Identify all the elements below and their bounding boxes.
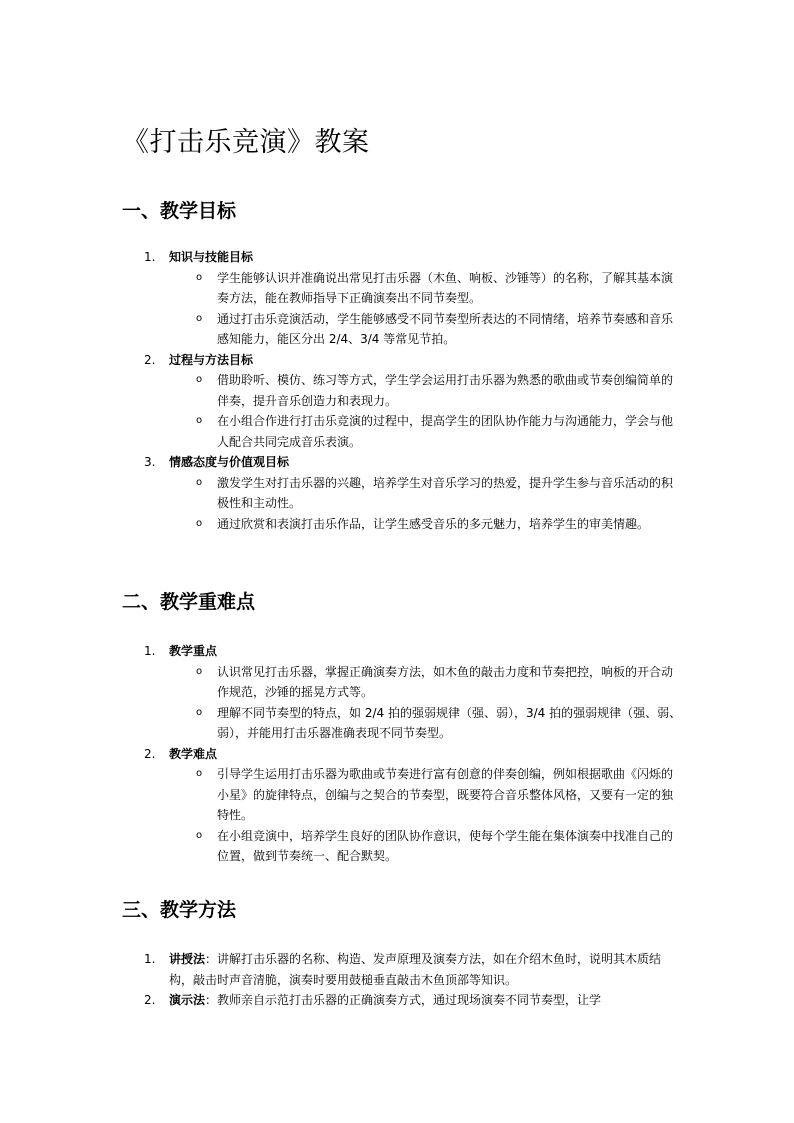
item-text: ：教师亲自示范打击乐器的正确演奏方式，通过现场演奏不同节奏型，让学 [205,993,602,1007]
list-item [122,350,682,453]
circle-bullet-icon: o [196,768,203,779]
item-label: 过程与方法目标 [169,352,254,367]
bullet-list [169,370,682,452]
circle-bullet-icon: o [196,312,203,324]
bullet-item [169,411,682,452]
item-label: 教学重点 [169,644,218,658]
bullet-list [169,268,682,350]
bullet-item [169,662,682,703]
item-text: ：讲解打击乐器的名称、构造、发声原理及演奏方法，如在介绍木鱼时，说明其木质结构，敲击时声音清脆，演奏时要用鼓槌垂直敲击木鱼顶部等知识。 [169,952,662,987]
methods-list [122,949,682,1011]
circle-bullet-icon: o [196,706,203,718]
bullet-text: 理解不同节奏型的特点，如 2/4 拍的强弱规律（强、弱），3/4 拍的强弱规律（强、弱、弱），并能用打击乐器准确表现不同节奏型。 [217,705,682,740]
bullet-item [169,370,682,411]
list-item [122,247,682,350]
goal-list [122,247,682,534]
item-label: 教学难点 [169,746,218,761]
item-number: 2. [144,352,156,367]
bullet-text: 认识常见打击乐器，掌握正确演奏方法，如木鱼的敲击力度和节奏把控，响板的开合动作规范，沙锤的摇晃方式等。 [217,664,674,699]
list-item [122,452,682,534]
section-heading: 一、教学目标 [122,200,237,222]
item-number: 1. [144,952,156,966]
circle-bullet-icon: o [196,517,203,529]
bullet-list [169,764,682,867]
item-label: 情感态度与价值观目标 [169,455,290,469]
bullet-item [169,703,682,744]
bullet-text: 通过打击乐竞演活动，学生能够感受不同节奏型所表达的不同情绪，培养节奏感和音乐感知能力，能区分出 2/4、3/4 等常见节拍。 [217,311,674,346]
item-label: 知识与技能目标 [169,250,254,264]
bullet-item [169,764,682,826]
circle-bullet-icon: o [196,271,203,283]
bullet-item [169,826,682,867]
bullet-list [169,473,682,535]
circle-bullet-icon: o [196,829,203,841]
bullet-item [169,473,682,514]
bullet-text: 在小组竞演中，培养学生良好的团队协作意识，使每个学生能在集体演奏中找准自己的位置，做到节奏统一、配合默契。 [217,828,674,863]
bullet-text: 引导学生运用打击乐器为歌曲或节奏进行富有创意的伴奏创编，例如根据歌曲《闪烁的小星》的旋律特点，创编与之契合的节奏型，既要符合音乐整体风格，又要有一定的独特性。 [217,767,674,822]
circle-bullet-icon: o [196,476,203,488]
item-number: 3. [144,455,156,469]
list-item [122,744,682,867]
item-number: 2. [144,746,156,761]
bullet-text: 学生能够认识并准确说出常见打击乐器（木鱼、响板、沙锤等）的名称，了解其基本演奏方法，能在教师指导下正确演奏出不同节奏型。 [217,270,674,305]
circle-bullet-icon: o [196,415,203,426]
item-label: 讲授法 [169,952,206,966]
section-teaching-methods [122,896,682,1011]
item-number: 1. [144,250,156,264]
key-points-list [122,641,682,867]
circle-bullet-icon: o [196,665,203,677]
bullet-list [169,662,682,744]
bullet-item [169,309,682,350]
document-title: 《打击乐竞演》教案 [122,127,370,158]
bullet-text: 激发学生对打击乐器的兴趣，培养学生对音乐学习的热爱，提升学生参与音乐活动的积极性和主动性。 [217,475,674,510]
circle-bullet-icon: o [196,374,203,385]
bullet-item [169,268,682,309]
item-number: 1. [144,644,156,658]
bullet-text: 在小组合作进行打击乐竞演的过程中，提高学生的团队协作能力与沟通能力，学会与他人配合共同完成音乐表演。 [217,414,674,449]
item-label: 演示法 [169,993,206,1007]
bullet-text: 借助聆听、模仿、练习等方式，学生学会运用打击乐器为熟悉的歌曲或节奏创编简单的伴奏，提升音乐创造力和表现力。 [217,373,674,408]
list-item [122,949,682,990]
list-item [122,641,682,744]
section-key-points [122,588,682,867]
bullet-text: 通过欣赏和表演打击乐作品，让学生感受音乐的多元魅力，培养学生的审美情趣。 [217,516,650,531]
section-heading: 二、教学重难点 [122,591,256,613]
section-teaching-goals [122,197,682,534]
item-number: 2. [144,993,156,1007]
section-heading: 三、教学方法 [122,899,237,921]
list-item [122,990,682,1011]
bullet-item [169,514,682,535]
